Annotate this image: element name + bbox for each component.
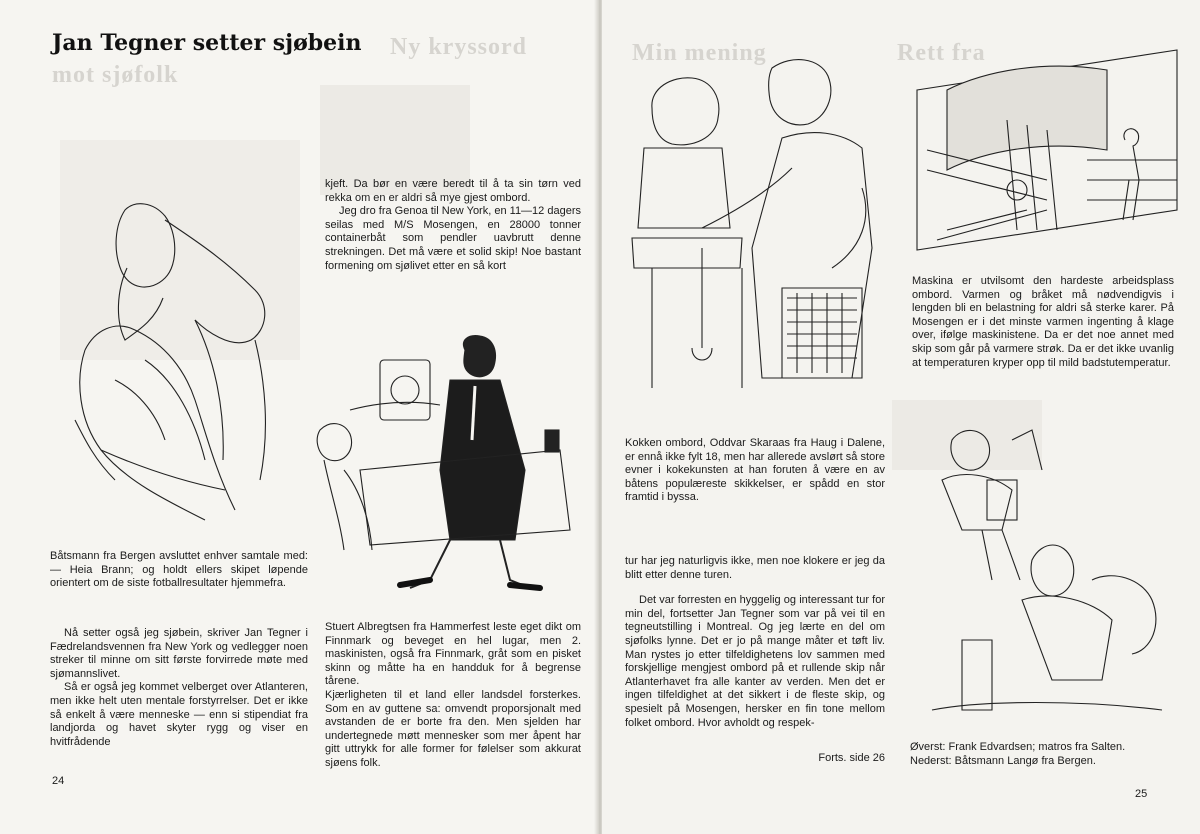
article-headline: Jan Tegner setter sjøbein (52, 30, 362, 56)
show-through-heading: Min mening (632, 40, 767, 66)
caption-cook: Kokken ombord, Oddvar Skaraas fra Haug i Dalene, er ennå ikke fylt 18, men har allerede avslørt så store evner i kokekunsten at han foruten å være en av båtens populæreste skikkelser, er spådd en stor framtid i byssa. (625, 437, 885, 504)
caption-line-top: Øverst: Frank Edvardsen; matros fra Salten. (910, 741, 1126, 753)
body-paragraph: Kjærligheten til et land eller landsdel forsterkes. Som en av guttene sa: omvendt proporsjonalt med avstanden de er borte fra den. Men sjelden har undertegnede møtt mennesker som mer åpent har gitt uttrykk for alle former for følelser som akkurat sjøens folk. (325, 688, 581, 769)
page-number: 24 (52, 775, 65, 787)
right-column-top (325, 178, 581, 273)
caption-stuert: Stuert Albregtsen fra Hammerfest leste eget dikt om Finnmark og beveget en hel lugar, men 2. maskinisten, også fra Finnmark, gråt som en pisket skinn og måtte ha en handduk for å begrense tårene. (325, 621, 581, 688)
right-column-bottom (325, 621, 581, 771)
left-column-body (50, 627, 308, 749)
body-paragraph: Det var forresten en hyggelig og interessant tur for min del, fortsetter Jan Tegner som var på vei til en tegneutstilling i Montreal. Og jeg lærte en del om sjøfolks lynne. Det er jo på mange måter et tøft liv. Man rystes jo etter tilfeldighetens lov sammen med forskjellige mengjest ombord på et rullende skip når Atlanterhavet fra alle kanter av verden. Men det er ingen tilfeldighet at det sikkert i de fleste skip, og spesielt på Mosengen, hersker en fin tone mellom folket ombord. Hvor avholdt og respek- (625, 594, 885, 729)
caption-engine-room: Maskina er utvilsomt den hardeste arbeidsplass ombord. Varmen og bråket må nødvendigvis i lengden bli en belastning for aldri så sterke karer. På Mosengen er i det minste varmen ingenting å klage over, ifølge maskinistene. Da er det noe annet med skip som går på varmere strøk. Da er det ikke uvanlig at temperaturen kryper opp til mild badstutemperatur. (912, 275, 1174, 369)
crew-portraits-sketch (902, 410, 1192, 760)
engine-room-sketch (907, 30, 1192, 265)
caption-bosun: Båtsmann fra Bergen avsluttet enhver samtale med: — Heia Brann; og holdt ellers skipet løpende orientert om de siste fotballresultater hjemmefra. (50, 550, 308, 590)
body-paragraph: Nå setter også jeg sjøbein, skriver Jan Tegner i Fædrelandsvennen fra New York og vedlegger noen streker til minne om sitt første forvirrede møte med sjømannslivet. (50, 627, 308, 680)
show-through-heading: Ny kryssord (390, 34, 528, 60)
body-paragraph: kjeft. Da bør en være beredt til å ta sin tørn ved rekka om en er aldri så mye gjest ombord. (325, 178, 581, 204)
cook-sketch (622, 48, 892, 433)
bosun-sketch (55, 180, 300, 540)
caption-line-bottom: Nederst: Båtsmann Langø fra Bergen. (910, 754, 1096, 767)
show-through-heading-2: mot sjøfolk (52, 62, 179, 88)
stuert-sketch (300, 330, 585, 600)
portrait-caption (910, 741, 1180, 768)
page-number: 25 (1135, 788, 1148, 800)
left-page (0, 0, 598, 834)
body-paragraph: tur har jeg naturligvis ikke, men noe klokere er jeg da blitt etter denne turen. (625, 555, 885, 581)
body-paragraph: Jeg dro fra Genoa til New York, en 11—12 dagers seilas med M/S Mosengen, en 28000 tonner containerbåt som pendler uavbrutt denne strekningen. Det må være et solid skip! Noe bastant formening om sjølivet etter en så kort (325, 205, 581, 272)
show-through-heading-2: Rett fra (897, 40, 986, 66)
right-page-body (625, 555, 885, 730)
continued-line: Forts. side 26 (818, 752, 885, 764)
body-paragraph: Så er også jeg kommet velberget over Atlanteren, men ikke helt uten mentale forstyrrelser. Det er ikke så enkelt å være menneske — enn si stipendiat fra landjorda og havet skyter rygg og viser en hvitfrådende (50, 681, 308, 748)
right-page (602, 0, 1200, 834)
